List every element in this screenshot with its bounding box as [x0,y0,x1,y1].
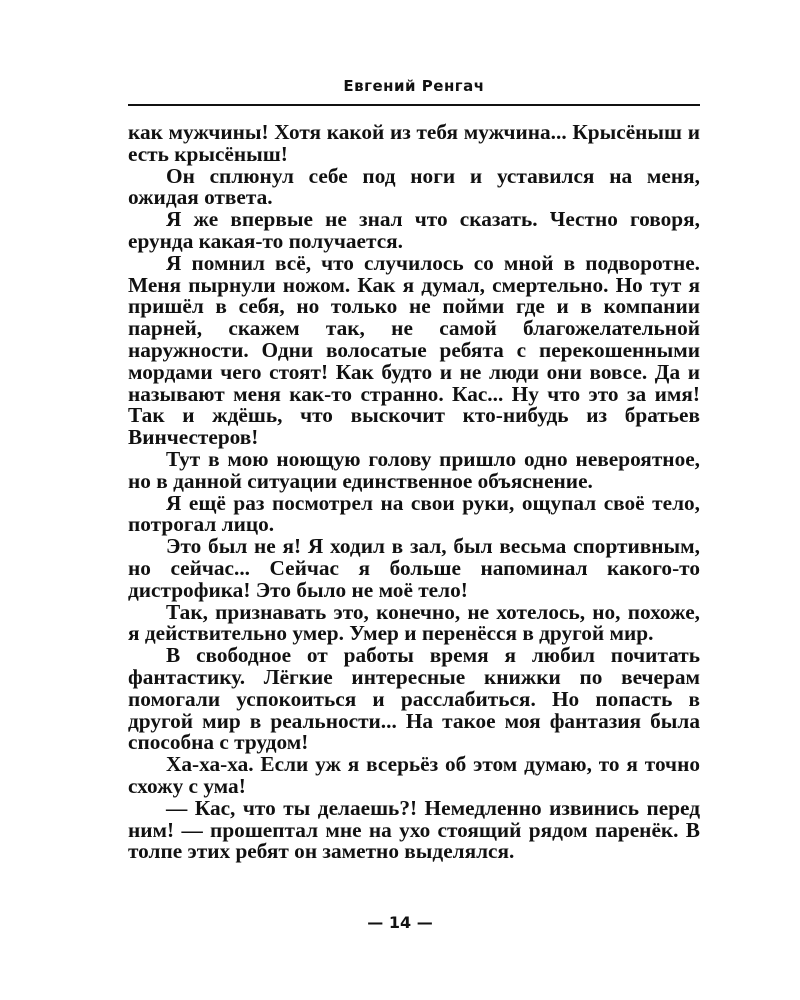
paragraph: Тут в мою ноющую голову пришло одно невероятное, но в данной ситуации единственное объяснение. [128,446,700,493]
paragraph: Я ещё раз посмотрел на свои руки, ощупал своё тело, потрогал лицо. [128,490,700,537]
paragraph: Так, признавать это, конечно, не хотелось, но, похоже, я действительно умер. Умер и перенёсся в другой мир. [128,599,700,646]
page-number: — 14 — [367,913,433,932]
paragraph: как мужчины! Хотя какой из тебя мужчина... Крысёныш и есть крысёныш! [128,120,700,166]
body-text [128,122,700,863]
header-author: Евгений Ренгач [343,77,485,95]
paragraph: Он сплюнул себе под ноги и уставился на меня, ожидая ответа. [128,163,700,210]
paragraph: Это был не я! Я ходил в зал, был весьма спортивным, но сейчас... Сейчас я больше напоминал какого-то дистрофика! Это было не моё тело! [128,534,700,602]
paragraph: Ха-ха-ха. Если уж я всерьёз об этом думаю, то я точно схожу с ума! [128,752,700,798]
paragraph: Я помнил всё, что случилось со мной в подворотне. Меня пырнули ножом. Как я думал, смертельно. Но тут я пришёл в себя, но только не пойми где и в компании парней, скажем так, не самой благожелательной наружности. Одни волосатые ребята с перекошенными мордами чего стоят! Как будто и не люди они вовсе. Да и называют меня как-то странно. Кас... Ну что это за имя! Так и ждёшь, что выскочит кто-нибудь из братьев Винчестеров! [128,250,700,450]
paragraph: — Кас, что ты делаешь?! Немедленно извинись перед ним! — прошептал мне на ухо стоящий рядом паренёк. В толпе этих ребят он заметно выделялся. [128,795,700,864]
running-header [128,76,700,106]
paragraph: Я же впервые не знал что сказать. Честно говоря, ерунда какая-то получается. [128,207,700,253]
paragraph: В свободное от работы время я любил почитать фантастику. Лёгкие интересные книжки по вечерам помогали успокоиться и расслабиться. Но попасть в другой мир в реальности... На такое моя фантазия была способна с трудом! [128,643,700,755]
